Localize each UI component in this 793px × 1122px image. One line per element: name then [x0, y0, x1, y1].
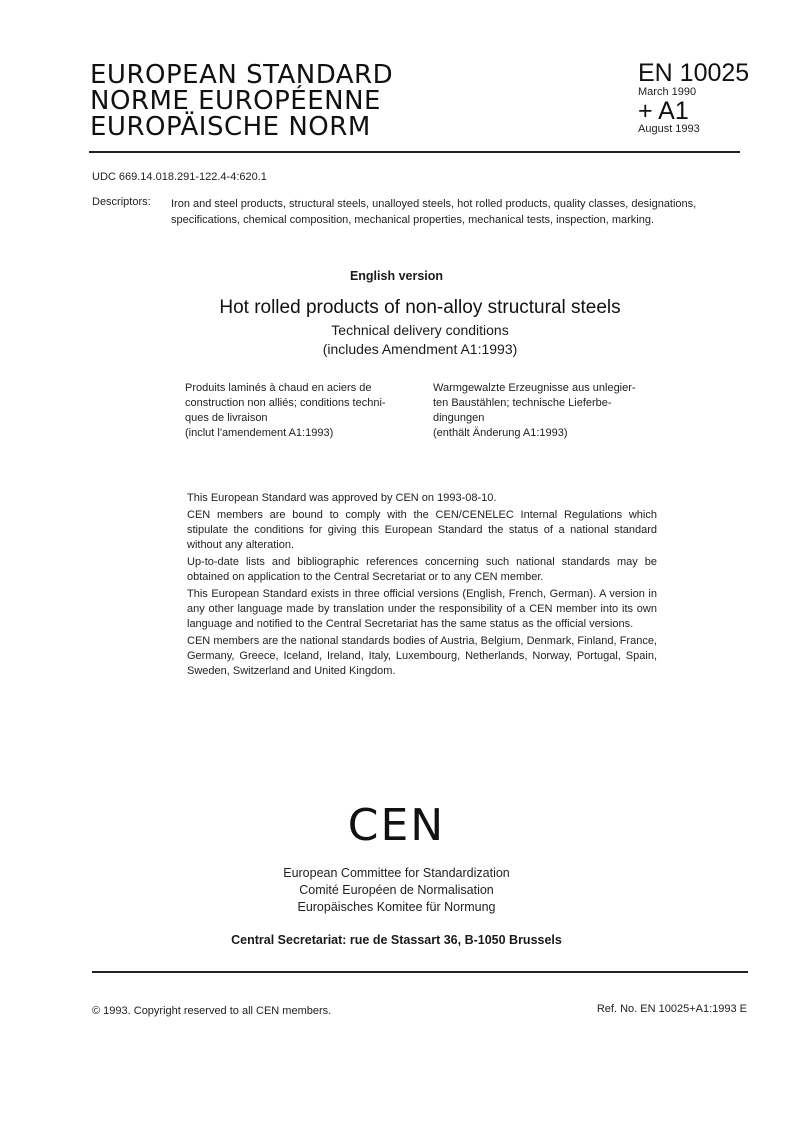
- german-title-line: dingungen: [433, 412, 485, 424]
- descriptors-label: Descriptors:: [92, 196, 151, 208]
- body-paragraph: CEN members are the national standards bodies of Austria, Belgium, Denmark, Finland, France, Germany, Greece, Iceland, Ireland, Italy, Luxembourg, Netherlands, Norway, Portugal, Spain, Sweden, Switzerland and United Kingdom.: [187, 634, 657, 678]
- udc-code: UDC 669.14.018.291-122.4-4:620.1: [92, 171, 267, 183]
- title-line-german: EUROPÄISCHE NORM: [90, 112, 371, 142]
- german-title-line: (enthält Änderung A1:1993): [433, 427, 568, 439]
- french-title-line: (inclut l'amendement A1:1993): [185, 427, 334, 439]
- french-title-line: construction non alliés; conditions techni-: [185, 397, 386, 409]
- title-line-french: NORME EUROPÉENNE: [90, 86, 381, 116]
- reference-number: Ref. No. EN 10025+A1:1993 E: [596, 1003, 747, 1015]
- german-title-line: Warmgewalzte Erzeugnisse aus unlegier-: [433, 382, 636, 394]
- approval-notice: [187, 491, 657, 681]
- title-line-english: EUROPEAN STANDARD: [90, 60, 394, 90]
- body-paragraph: This European Standard was approved by CEN on 1993-08-10.: [187, 492, 497, 504]
- copyright-notice: © 1993. Copyright reserved to all CEN members.: [92, 1005, 332, 1017]
- main-title: Hot rolled products of non-alloy structural steels: [219, 297, 621, 318]
- header-divider: [89, 151, 740, 153]
- org-name-french: Comité Européen de Normalisation: [299, 883, 494, 897]
- subtitle-amendment: (includes Amendment A1:1993): [322, 341, 518, 357]
- german-title-line: ten Baustählen; technische Lieferbe-: [433, 397, 612, 409]
- body-paragraph: Up-to-date lists and bibliographic references concerning such national standards may be obtained on application to the Central Secretariat or to any CEN member.: [187, 555, 657, 584]
- french-title: [185, 381, 415, 441]
- french-title-line: Produits laminés à chaud en aciers de: [185, 382, 372, 394]
- amendment-label: + A1: [638, 97, 689, 125]
- subtitle-delivery-conditions: Technical delivery conditions: [331, 322, 509, 338]
- french-title-line: ques de livraison: [185, 412, 268, 424]
- standard-number: EN 10025: [638, 59, 750, 87]
- org-name-german: Europäisches Komitee für Normung: [297, 900, 496, 914]
- secretariat-address: Central Secretariat: rue de Stassart 36, B-1050 Brussels: [231, 933, 562, 947]
- descriptors-text: Iron and steel products, structural steels, unalloyed steels, hot rolled products, quality classes, designations, specifications, chemical composition, mechanical properties, mechanical tests, inspection, marking.: [171, 198, 697, 226]
- body-paragraph: CEN members are bound to comply with the CEN/CENELEC Internal Regulations which stipulate the conditions for giving this European Standard the status of a national standard without any alteration.: [187, 508, 657, 552]
- body-paragraph: This European Standard exists in three official versions (English, French, German). A version in any other language made by translation under the responsibility of a CEN member into its own language and notified to the Central Secretariat has the same status as the official versions.: [187, 587, 657, 631]
- footer-divider: [92, 971, 748, 973]
- german-title: [433, 381, 663, 441]
- cen-logo: CEN: [347, 800, 446, 851]
- standard-title: [90, 62, 393, 140]
- org-name-english: European Committee for Standardization: [283, 866, 510, 880]
- standard-date: March 1990: [638, 86, 697, 98]
- version-heading: English version: [349, 269, 444, 283]
- amendment-date: August 1993: [638, 123, 700, 135]
